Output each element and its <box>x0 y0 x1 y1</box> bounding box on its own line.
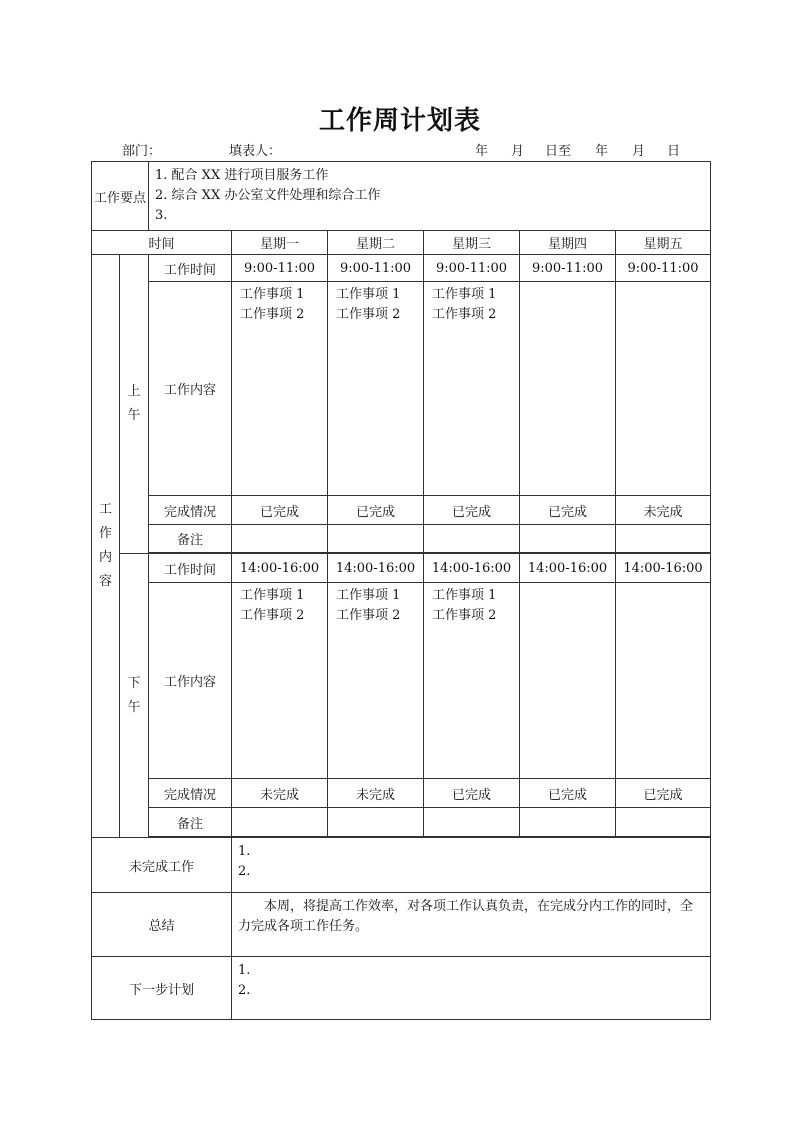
key-points-label: 工作要点 <box>92 162 149 231</box>
notes-cell <box>328 525 424 553</box>
work-content-char: 工 <box>98 502 112 517</box>
afternoon-label <box>120 554 149 838</box>
morning-time-row <box>92 255 711 282</box>
content-cell <box>616 583 711 779</box>
key-points-list <box>149 162 711 231</box>
morning-label <box>120 255 149 554</box>
notes-cell <box>328 808 424 837</box>
filler-label: 填表人： <box>229 144 282 159</box>
status-cell: 已完成 <box>424 779 520 808</box>
status-cell: 未完成 <box>328 779 424 808</box>
content-cell <box>328 583 424 779</box>
weekly-plan-table <box>91 161 711 1020</box>
work-content-char: 内 <box>98 550 112 565</box>
unfinished-item: 1. <box>238 844 251 859</box>
afternoon-char: 下 <box>127 675 141 691</box>
afternoon-content-row <box>92 583 711 779</box>
status-cell: 已完成 <box>520 779 616 808</box>
summary-label: 总结 <box>92 893 232 957</box>
date-year2-label: 年 <box>595 144 609 159</box>
task-item: 工作事项 2 <box>432 307 497 322</box>
task-item: 工作事项 2 <box>336 608 401 623</box>
afternoon-time-row <box>92 554 711 583</box>
dept-label: 部门： <box>122 144 162 159</box>
time-row-label: 工作时间 <box>149 554 232 583</box>
morning-char: 午 <box>127 408 141 423</box>
key-point-item: 2. 综合 XX 办公室文件处理和综合工作 <box>155 188 381 203</box>
notes-row-label: 备注 <box>149 525 232 553</box>
document-title: 工作周计划表 <box>318 106 481 136</box>
content-cell <box>424 583 520 779</box>
notes-cell <box>232 808 328 837</box>
notes-cell <box>520 525 616 553</box>
time-cell: 14:00-16:00 <box>328 554 424 583</box>
content-row-label: 工作内容 <box>149 282 232 496</box>
notes-cell <box>616 808 711 837</box>
task-item: 工作事项 2 <box>432 608 497 623</box>
task-item: 工作事项 1 <box>240 588 305 603</box>
notes-cell <box>616 525 711 553</box>
key-point-item: 3. <box>155 208 168 223</box>
date-month2-label: 月 <box>632 144 646 159</box>
status-cell: 已完成 <box>328 496 424 525</box>
next-plan-list <box>232 957 711 1020</box>
morning-notes-row <box>92 525 711 553</box>
content-cell <box>328 282 424 496</box>
time-cell: 9:00-11:00 <box>232 255 328 282</box>
content-cell <box>520 583 616 779</box>
next-plan-item: 2. <box>238 983 251 998</box>
time-column-header: 时间 <box>92 231 232 255</box>
day-header: 星期一 <box>232 231 328 255</box>
day-header: 星期四 <box>520 231 616 255</box>
task-item: 工作事项 2 <box>240 307 305 322</box>
afternoon-status-row <box>92 779 711 808</box>
status-cell: 已完成 <box>616 779 711 808</box>
status-cell: 已完成 <box>520 496 616 525</box>
header-meta <box>0 140 800 160</box>
notes-cell <box>520 808 616 837</box>
time-cell: 14:00-16:00 <box>232 554 328 583</box>
time-cell: 14:00-16:00 <box>424 554 520 583</box>
summary-row <box>92 893 711 957</box>
task-item: 工作事项 2 <box>240 608 305 623</box>
time-cell: 9:00-11:00 <box>616 255 711 282</box>
time-cell: 14:00-16:00 <box>520 554 616 583</box>
notes-row-label: 备注 <box>149 808 232 837</box>
notes-cell <box>424 808 520 837</box>
afternoon-char: 午 <box>127 699 141 715</box>
date-year-label: 年 <box>475 144 489 159</box>
next-plan-label: 下一步计划 <box>92 957 232 1020</box>
content-cell <box>232 583 328 779</box>
summary-text: 本周，将提高工作效率，对各项工作认真负责，在完成分内工作的同时，全力完成各项工作任务。 <box>238 899 694 934</box>
morning-char: 上 <box>127 384 141 399</box>
date-day-to-label: 日至 <box>545 144 572 159</box>
afternoon-notes-row <box>92 808 711 837</box>
task-item: 工作事项 1 <box>336 287 401 302</box>
unfinished-item: 2. <box>238 864 251 879</box>
day-header: 星期三 <box>424 231 520 255</box>
unfinished-row <box>92 838 711 893</box>
day-header-row <box>92 231 711 255</box>
time-cell: 14:00-16:00 <box>616 554 711 583</box>
task-item: 工作事项 1 <box>432 287 497 302</box>
content-cell <box>424 282 520 496</box>
time-cell: 9:00-11:00 <box>424 255 520 282</box>
content-cell <box>616 282 711 496</box>
status-cell: 未完成 <box>232 779 328 808</box>
task-item: 工作事项 1 <box>336 588 401 603</box>
work-content-char: 容 <box>98 574 112 589</box>
time-cell: 9:00-11:00 <box>520 255 616 282</box>
morning-status-row <box>92 496 711 525</box>
date-day2-label: 日 <box>667 144 681 159</box>
status-row-label: 完成情况 <box>149 496 232 525</box>
next-plan-row <box>92 957 711 1020</box>
content-cell <box>520 282 616 496</box>
task-item: 工作事项 1 <box>240 287 305 302</box>
day-header: 星期五 <box>616 231 711 255</box>
task-item: 工作事项 1 <box>432 588 497 603</box>
content-row-label: 工作内容 <box>149 583 232 779</box>
work-content-label <box>92 255 120 838</box>
unfinished-label: 未完成工作 <box>92 838 232 893</box>
status-cell: 未完成 <box>616 496 711 525</box>
content-cell <box>232 282 328 496</box>
next-plan-item: 1. <box>238 963 251 978</box>
notes-cell <box>232 525 328 553</box>
task-item: 工作事项 2 <box>336 307 401 322</box>
status-row-label: 完成情况 <box>149 779 232 808</box>
date-month-label: 月 <box>511 144 525 159</box>
summary-text-cell <box>232 893 711 957</box>
status-cell: 已完成 <box>424 496 520 525</box>
unfinished-list <box>232 838 711 893</box>
morning-content-row <box>92 282 711 496</box>
time-cell: 9:00-11:00 <box>328 255 424 282</box>
status-cell: 已完成 <box>232 496 328 525</box>
key-points-row <box>92 162 711 231</box>
day-header: 星期二 <box>328 231 424 255</box>
time-row-label: 工作时间 <box>149 255 232 282</box>
notes-cell <box>424 525 520 553</box>
key-point-item: 1. 配合 XX 进行项目服务工作 <box>155 168 329 183</box>
work-content-char: 作 <box>98 526 112 541</box>
